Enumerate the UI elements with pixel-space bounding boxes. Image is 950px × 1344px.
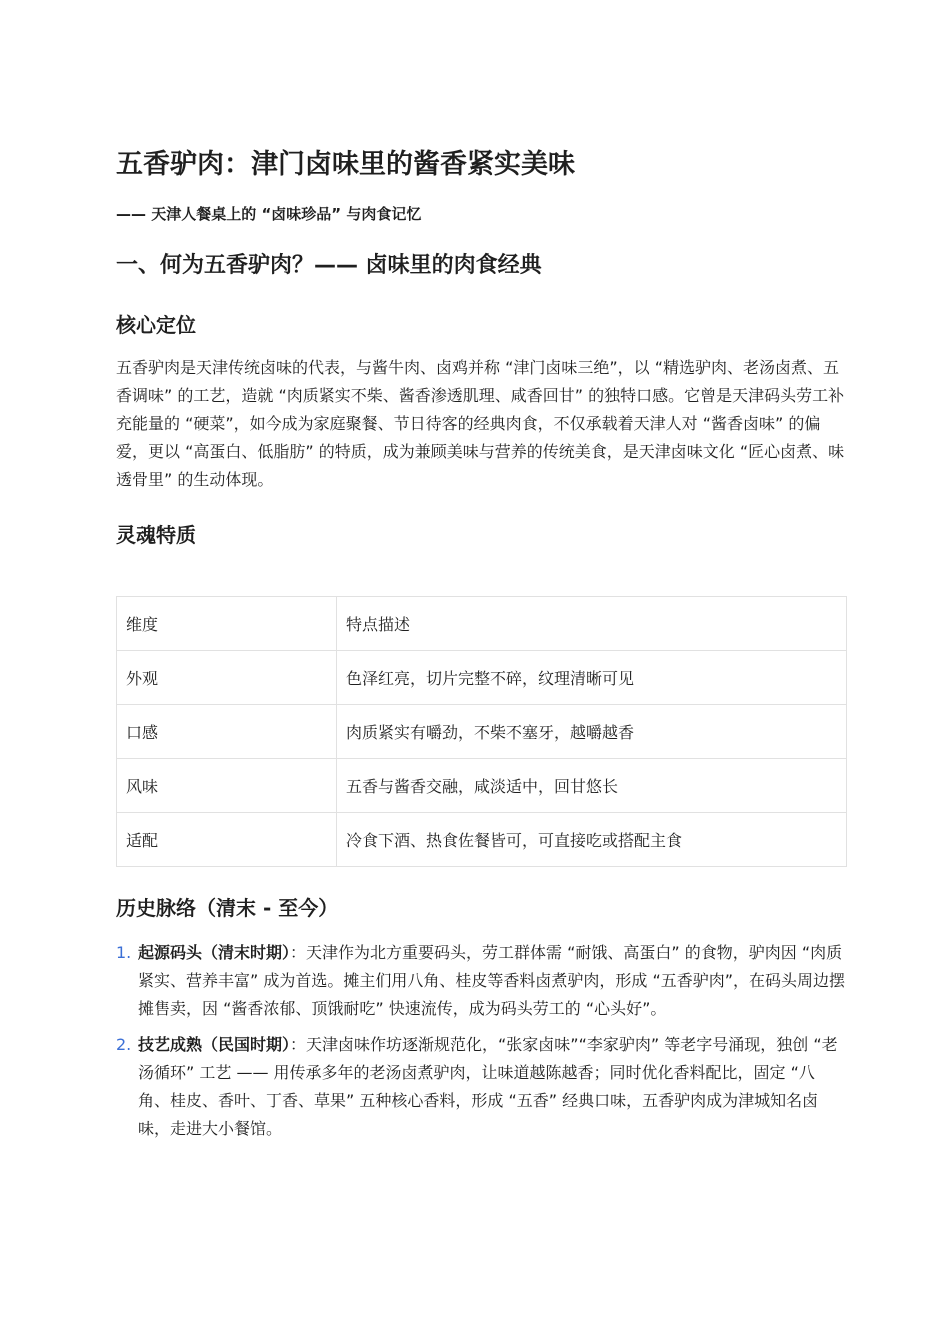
core-paragraph: 五香驴肉是天津传统卤味的代表，与酱牛肉、卤鸡并称 “津门卤味三绝”，以 “精选驴肉、老汤卤煮、五香调味” 的工艺，造就 “肉质紧实不柴、酱香渗透肌理、咸香回甘” 的独特口感。它曾是天津码头劳工补充能量的 “硬菜”，如今成为家庭聚餐、节日待客的经典肉食，不仅承载着天津人对 “酱香卤味” 的偏爱，更以 “高蛋白、低脂肪” 的特质，成为兼顾美味与营养的传统美食，是天津卤味文化 “匠心卤煮、味透骨里” 的生动体现。 [116,358,845,489]
table-cell-dimension: 风味 [117,759,337,813]
page-subtitle: —— 天津人餐桌上的 “卤味珍品” 与肉食记忆 [116,205,422,223]
list-item-lead: 技艺成熟（民国时期） [138,1035,291,1054]
table-cell-dimension: 口感 [117,705,337,759]
table-row [117,759,847,813]
history-list [116,939,846,1143]
table-row [117,705,847,759]
table-cell-description: 冷食下酒、热食佐餐皆可，可直接吃或搭配主食 [337,813,847,867]
history-heading: 历史脉络（清末 - 至今） [116,896,339,920]
list-item [116,939,846,1023]
table-header-cell: 维度 [117,597,337,651]
table-header-cell: 特点描述 [337,597,847,651]
table-cell-dimension: 适配 [117,813,337,867]
document-page [116,140,846,1151]
table-cell-description: 色泽红亮，切片完整不碎，纹理清晰可见 [337,651,847,705]
table-cell-description: 肉质紧实有嚼劲，不柴不塞牙，越嚼越香 [337,705,847,759]
list-item-number: 2. [116,1035,132,1054]
list-item-number: 1. [116,943,132,962]
table-row [117,813,847,867]
table-cell-dimension: 外观 [117,651,337,705]
traits-table [116,596,847,867]
core-heading: 核心定位 [116,313,196,337]
table-row [117,651,847,705]
section-heading-1: 一、何为五香驴肉？—— 卤味里的肉食经典 [116,253,542,278]
list-item [116,1031,846,1143]
list-item-text: ：天津作为北方重要码头，劳工群体需 “耐饿、高蛋白” 的食物，驴肉因 “肉质紧实、营养丰富” 成为首选。摊主们用八角、桂皮等香料卤煮驴肉，形成 “五香驴肉”，在码头周边摆摊售卖，因 “酱香浓郁、顶饿耐吃” 快速流传，成为码头劳工的 “心头好”。 [138,943,846,1018]
list-item-lead: 起源码头（清末时期） [138,943,291,962]
table-cell-description: 五香与酱香交融，咸淡适中，回甘悠长 [337,759,847,813]
list-item-text: ：天津卤味作坊逐渐规范化，“张家卤味”“李家驴肉” 等老字号涌现，独创 “老汤循环” 工艺 —— 用传承多年的老汤卤煮驴肉，让味道越陈越香；同时优化香料配比，固定 “八角、桂皮、香叶、丁香、草果” 五种核心香料，形成 “五香” 经典口味，五香驴肉成为津城知名卤味，走进大小餐馆。 [138,1035,838,1138]
soul-heading: 灵魂特质 [116,523,196,547]
table-header-row [117,597,847,651]
page-title: 五香驴肉：津门卤味里的酱香紧实美味 [116,149,575,180]
